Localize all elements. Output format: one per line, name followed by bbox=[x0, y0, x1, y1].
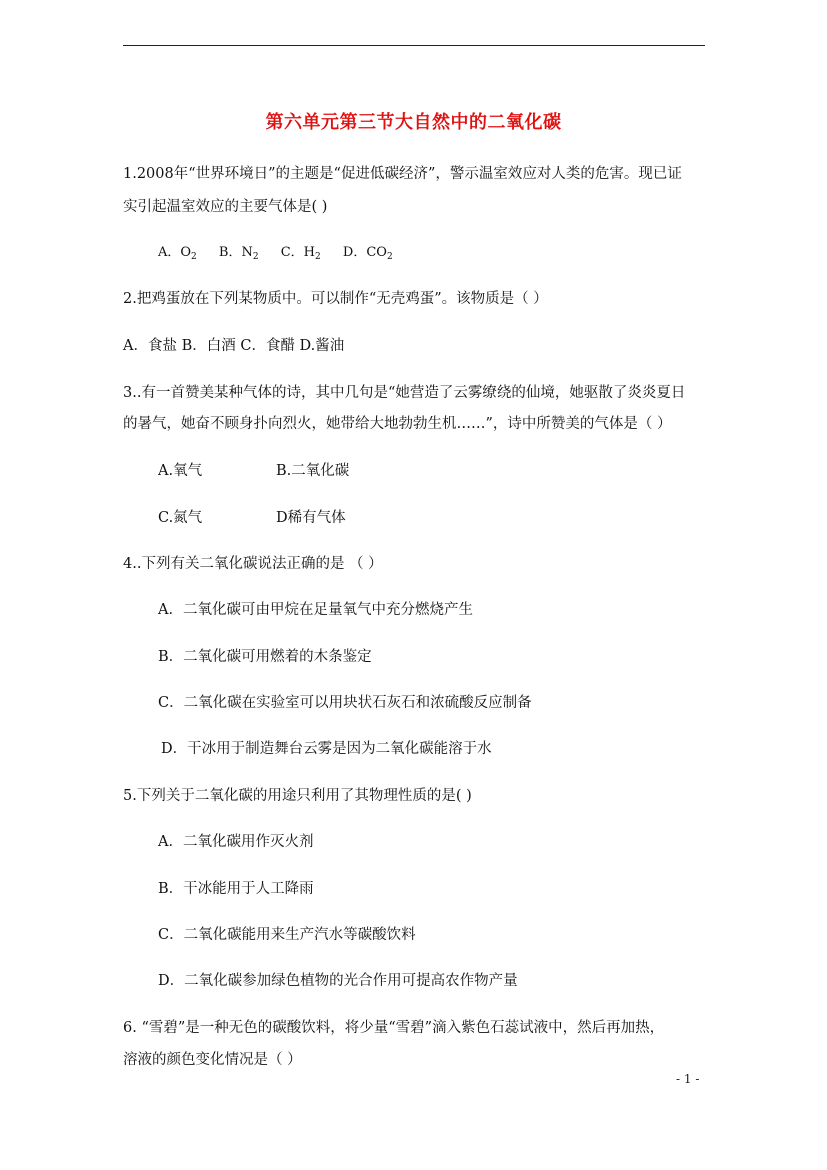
header-rule bbox=[123, 45, 705, 46]
page-title: 第六单元第三节大自然中的二氧化碳 bbox=[265, 112, 562, 133]
q1-option-d: D．$CO_2$ bbox=[342, 245, 393, 262]
q3-stem-line2: 的暑气，她奋不顾身扑向烈火，她带给大地勃勃生机……”，诗中所赞美的气体是（ ） bbox=[123, 416, 672, 432]
q3-stem-line1: 3..有一首赞美某种气体的诗，其中几句是“她营造了云雾缭绕的仙境，她驱散了炎炎夏日 bbox=[123, 385, 686, 401]
q1-stem-line2: 实引起温室效应的主要气体是( ) bbox=[123, 199, 328, 215]
q2-options: A．食盐 B．白酒 C．食醋 D.酱油 bbox=[123, 338, 345, 354]
q1-option-b: B．$N_2$ bbox=[218, 245, 259, 262]
q4-option-a: A．二氧化碳可由甲烷在足量氧气中充分燃烧产生 bbox=[158, 602, 473, 618]
q6-stem-line2: 溶液的颜色变化情况是（ ） bbox=[123, 1052, 302, 1068]
page-number: - 1 - bbox=[676, 1072, 700, 1086]
q4-option-c: C．二氧化碳在实验室可以用块状石灰石和浓硫酸反应制备 bbox=[158, 695, 532, 711]
q3-option-c: C.氮气 bbox=[158, 510, 203, 526]
q3-option-a: A.氧气 bbox=[158, 463, 203, 479]
q4-option-d: D．干冰用于制造舞台云雾是因为二氧化碳能溶于水 bbox=[161, 741, 492, 757]
q4-option-b: B．二氧化碳可用燃着的木条鉴定 bbox=[158, 649, 372, 665]
q5-option-c: C．二氧化碳能用来生产汽水等碳酸饮料 bbox=[158, 927, 416, 943]
q1-stem-line1: 1.2008年“世界环境日”的主题是“促进低碳经济”，警示温室效应对人类的危害。现已证 bbox=[123, 166, 682, 182]
q5-option-a: A．二氧化碳用作灭火剂 bbox=[158, 834, 314, 850]
q3-option-b: B.二氧化碳 bbox=[276, 463, 350, 479]
q5-option-d: D．二氧化碳参加绿色植物的光合作用可提高农作物产量 bbox=[158, 973, 518, 989]
q1-option-c: C．$H_2$ bbox=[280, 245, 321, 262]
q1-option-a: A．$O_2$ bbox=[158, 245, 197, 262]
q5-stem: 5.下列关于二氧化碳的用途只利用了其物理性质的是( ) bbox=[123, 788, 472, 804]
q4-stem: 4..下列有关二氧化碳说法正确的是 （ ） bbox=[123, 556, 383, 572]
q1-options bbox=[158, 243, 758, 267]
q3-option-d: D稀有气体 bbox=[276, 510, 346, 526]
q5-option-b: B．干冰能用于人工降雨 bbox=[158, 881, 314, 897]
q6-stem-line1: 6. “雪碧”是一种无色的碳酸饮料，将少量“雪碧”滴入紫色石蕊试液中，然后再加热， bbox=[123, 1020, 665, 1036]
q2-stem: 2.把鸡蛋放在下列某物质中。可以制作“无壳鸡蛋”。该物质是（ ） bbox=[123, 291, 548, 307]
